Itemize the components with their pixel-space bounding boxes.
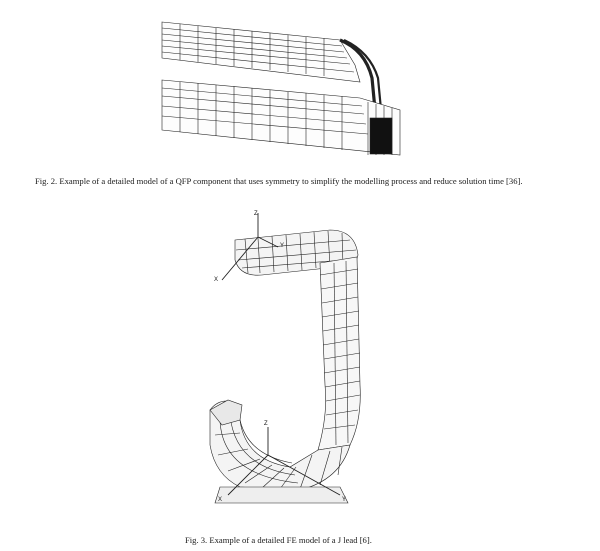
axis-label-bottom-x: X <box>218 497 223 503</box>
axis-label-bottom-y: Y <box>342 497 347 503</box>
axis-label-top-x: X <box>214 277 219 283</box>
fig2-caption: Fig. 2. Example of a detailed model of a QFP component that uses symmetry to simplify the modelling process and reduce solution time [36]. <box>35 176 523 186</box>
axis-label-top-z: Z <box>254 211 258 217</box>
qfp-mesh-drawing <box>150 10 420 160</box>
j-lead-mesh-drawing <box>200 205 370 515</box>
fig2-qfp-model <box>150 10 420 160</box>
fig3-caption: Fig. 3. Example of a detailed FE model of a J lead [6]. <box>185 535 372 545</box>
fig3-j-lead-model <box>200 205 370 515</box>
axis-label-top-y: Y <box>280 243 285 249</box>
axis-label-bottom-z: Z <box>264 421 268 427</box>
